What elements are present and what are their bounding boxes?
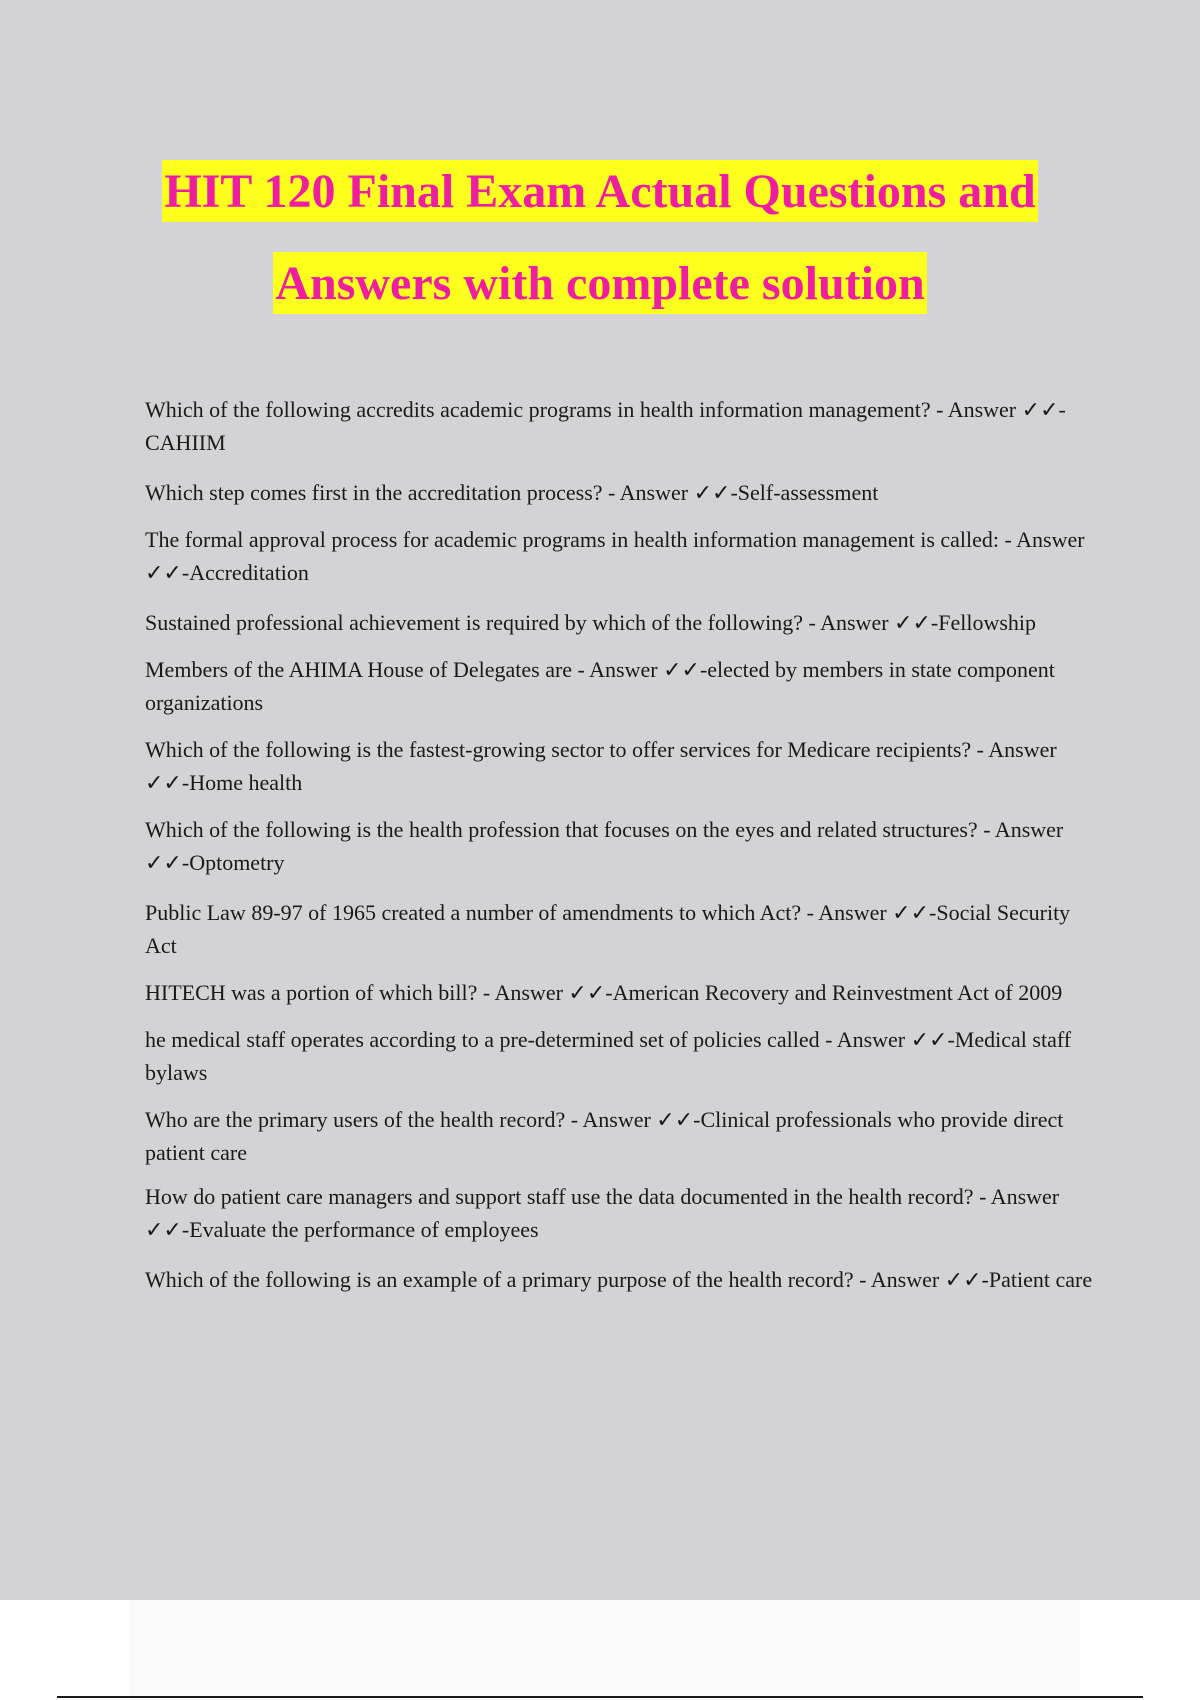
document-title xyxy=(0,160,1200,314)
qa-item-1: Which of the following accredits academic programs in health information management? - Answer ✓✓-CAHIIM xyxy=(145,397,1066,455)
qa-item-3: The formal approval process for academic programs in health information management is called: - Answer ✓✓-Accreditation xyxy=(145,527,1085,585)
title-line-2: Answers with complete solution xyxy=(273,252,926,314)
title-line-1: HIT 120 Final Exam Actual Questions and xyxy=(162,160,1037,222)
qa-item-11: Who are the primary users of the health record? - Answer ✓✓-Clinical professionals who provide direct patient care xyxy=(145,1107,1064,1165)
bottom-divider xyxy=(57,1696,1143,1698)
next-page-body xyxy=(130,1600,1080,1700)
qa-item-7: Which of the following is the health profession that focuses on the eyes and related structures? - Answer ✓✓-Optometry xyxy=(145,817,1064,875)
qa-item-6: Which of the following is the fastest-growing sector to offer services for Medicare recipients? - Answer ✓✓-Home health xyxy=(145,737,1057,795)
qa-item-13: Which of the following is an example of a primary purpose of the health record? - Answer ✓✓-Patient care xyxy=(145,1267,1093,1292)
qa-item-5: Members of the AHIMA House of Delegates are - Answer ✓✓-elected by members in state component organizations xyxy=(145,657,1055,715)
qa-item-8: Public Law 89-97 of 1965 created a number of amendments to which Act? - Answer ✓✓-Social Security Act xyxy=(145,900,1071,958)
qa-item-9: HITECH was a portion of which bill? - Answer ✓✓-American Recovery and Reinvestment Act of 2009 xyxy=(145,980,1063,1005)
next-page-preview xyxy=(0,1600,1200,1700)
qa-item-12: How do patient care managers and support staff use the data documented in the health record? - Answer ✓✓-Evaluate the performance of employees xyxy=(145,1184,1060,1242)
qa-item-10: he medical staff operates according to a pre-determined set of policies called - Answer ✓✓-Medical staff bylaws xyxy=(145,1027,1072,1085)
qa-item-4: Sustained professional achievement is required by which of the following? - Answer ✓✓-Fellowship xyxy=(145,610,1037,635)
qa-item-2: Which step comes first in the accreditation process? - Answer ✓✓-Self-assessment xyxy=(145,480,879,505)
qa-list xyxy=(145,393,1095,1296)
